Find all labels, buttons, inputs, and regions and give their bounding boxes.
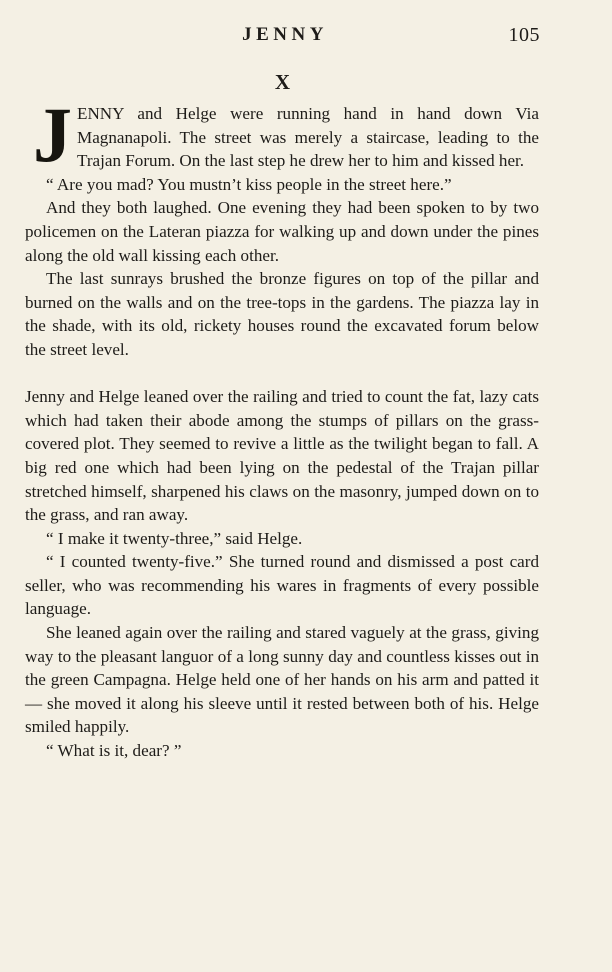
running-head: [0, 22, 612, 52]
page-number: 105: [508, 24, 540, 46]
paragraph-5: Jenny and Helge leaned over the railing and tried to count the fat, lazy cats which had taken their abode among the stumps of pillars on the grass-covered plot. They seemed to revive a little as the twilight began to fall. A big red one which had been lying on the pedestal of the Trajan pillar stretched himself, sharpened his claws on the masonry, jumped down on to the grass, and ran away.: [25, 387, 539, 525]
paragraph-3: And they both laughed. One evening they had been spoken to by two policemen on the Lateran piazza for walking up and down under the pines along the old wall kissing each other.: [25, 198, 539, 265]
paragraph-9: “ What is it, dear? ”: [46, 741, 182, 761]
section-break: [25, 362, 539, 386]
paragraph-8: She leaned again over the railing and stared vaguely at the grass, giving way to the pleasant languor of a long sunny day and countless kisses out in the green Campagna. Helge held one of her hands on his arm and patted it — she moved it along his sleeve until it rested between both of his. Helge smiled happily.: [25, 623, 539, 737]
paragraph-7: “ I counted twenty-five.” She turned round and dismissed a post card seller, who was recommending his wares in fragments of every possible language.: [25, 552, 539, 619]
paragraph-1: [25, 91, 539, 178]
paragraph-6: “ I make it twenty-three,” said Helge.: [46, 528, 303, 548]
running-title: JENNY: [242, 24, 328, 45]
paragraph-1-text: ENNY and Helge were running hand in hand down Via Magnanapoli. The street was merely a staircase, leading to the Trajan Forum. On the last step he drew her to him and kissed her.: [77, 104, 539, 171]
drop-cap-letter: J: [33, 91, 72, 178]
paragraph-2: “ Are you mad? You mustn’t kiss people in the street here.”: [46, 174, 452, 194]
body-text: [25, 91, 539, 763]
paragraph-4: The last sunrays brushed the bronze figures on top of the pillar and burned on the walls and on the tree-tops in the gardens. The piazza lay in the shade, with its old, rickety houses round the excavated forum below the street level.: [25, 269, 539, 359]
chapter-numeral: X: [274, 70, 292, 94]
